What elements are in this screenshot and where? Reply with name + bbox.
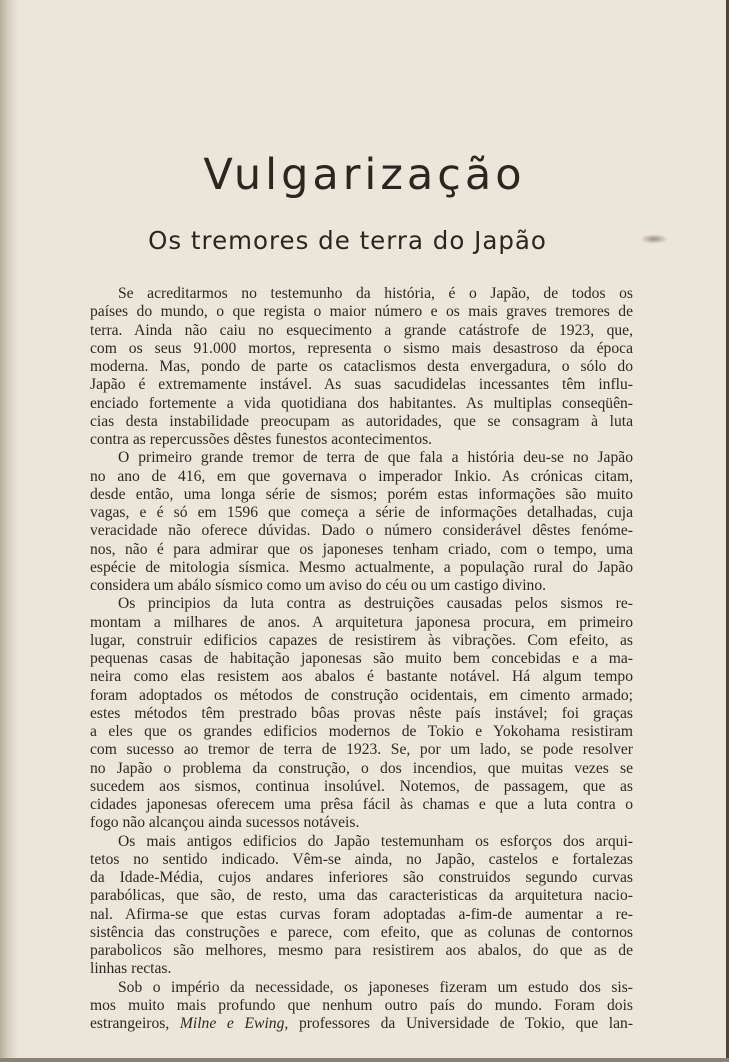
text-fragment: estrangeiros, [90,1015,180,1032]
page-bottom-edge [0,1058,729,1062]
text-line: contra as repercussões dêstes funestos acontecimentos. [90,431,433,448]
text-line: lugar, construir edificios capazes de resistirem às vibrações. Com efeito, as [90,631,633,649]
text-line-last [90,1015,633,1033]
text-line: enciado fortemente a vida quotidiana dos habitantes. As multiplas conseqüên- [90,394,633,412]
text-line: foram adoptados os métodos de construção ocidentais, em cimento armado; [90,686,633,704]
text-line: Os mais antigos edificios do Japão testemunham os esforços dos arqui- [118,832,633,850]
text-line: linhas rectas. [90,960,172,978]
text-line: pequenas casas de habitação japonesas são muito bem concebidas e a ma- [90,650,633,667]
text-line: vagas, e é só em 1596 que começa a série de informações detalhadas, cuja [90,504,633,521]
text-line: mos muito mais profundo que nenhum outro país do mundo. Foram dois [90,996,633,1014]
page-title: Vulgarização [203,150,526,200]
text-line: espécie de mitologia sísmica. Mesmo actualmente, a população rural do Japão [90,558,633,576]
ink-smudge [640,234,668,244]
text-line: O primeiro grande tremor de terra de que fala a história deu-se no Japão [118,449,633,467]
text-line: cidades japonesas oferecem uma prêsa fácil às chamas e que a luta contra o [90,796,633,813]
text-line: terra. Ainda não caiu no esquecimento a grande catástrofe de 1923, que, [90,321,633,339]
text-line: moderna. Mas, pondo de parte os cataclismos desta envergadura, o sólo do [90,358,633,375]
text-line: sistência das construções e parece, com efeito, que as colunas de contornos [90,923,633,941]
text-line: com sucesso ao tremor de terra de 1923. Se, por um lado, se pode resolver [90,741,633,759]
text-line: no Japão o problema da construção, o dos incendios, que muitas vezes se [90,759,633,777]
text-line: neira como elas resistem aos abalos é bastante notável. Há algum tempo [90,668,633,686]
text-line: parabólicas, que são, de resto, uma das caracteristicas da arquitetura nacio- [90,887,633,905]
text-line: da Idade-Média, cujos andares inferiores são construidos segundo curvas [90,869,633,886]
text-line: cias desta instabilidade preocupam as autoridades, que se consagram à luta [90,412,633,430]
text-line: com os seus 91.000 mortos, representa o sismo mais desastroso da época [90,339,633,357]
text-line: Japão é extremamente instável. As suas sacudidelas incessantes têm influ- [90,376,633,394]
text-line: veracidade não oferece dúvidas. Dado o número considerável dêstes fenóme- [90,522,633,540]
text-line: montam a milhares de anos. A arquitetura japonesa procura, em primeiro [90,613,633,631]
text-line: Sob o império da necessidade, os japoneses fizeram um estudo dos sis- [118,978,633,996]
text-line: a eles que os grandes edificios modernos de Tokio e Yokohama resistiram [90,723,633,740]
text-line: nos, não é para admirar que os japoneses tenham criado, com o tempo, uma [90,540,633,558]
article-subtitle: Os tremores de terra do Japão [148,226,547,255]
italic-names: Milne e Ewing, [179,1015,289,1032]
text-line: países do mundo, o que regista o maior número e os mais graves tremores de [90,303,633,321]
text-line: considera um abálo sísmico como um aviso do céu ou um castigo divino. [90,577,547,594]
text-line: no ano de 416, em que governava o imperador Inkio. As crónicas citam, [90,467,633,485]
text-line: desde então, uma longa série de sismos; porém estas informações são muito [90,485,633,503]
text-line: fogo não alcançou ainda sucessos notáveis. [90,814,360,832]
text-line: Se acreditarmos no testemunho da história, é o Japão, de todos os [118,285,633,302]
text-line: nal. Afirma-se que estas curvas foram adoptadas a-fim-de aumentar a re- [90,905,633,923]
text-line: estes métodos têm prestrado bôas provas nêste país instável; foi graças [90,704,633,722]
article-body [90,285,633,1033]
text-line: tetos no sentido indicado. Vêm-se ainda, no Japão, castelos e fortalezas [90,850,633,868]
text-line: sucedem aos sismos, continua insolúvel. Notemos, de passagem, que as [90,777,633,795]
text-fragment: professores da Universidade de Tokio, que lan- [288,1015,634,1032]
text-line: Os principios da luta contra as destruições causadas pelos sismos re- [118,595,633,613]
text-line: parabolicos são melhores, mesmo para resistirem aos abalos, do que as de [90,942,633,959]
